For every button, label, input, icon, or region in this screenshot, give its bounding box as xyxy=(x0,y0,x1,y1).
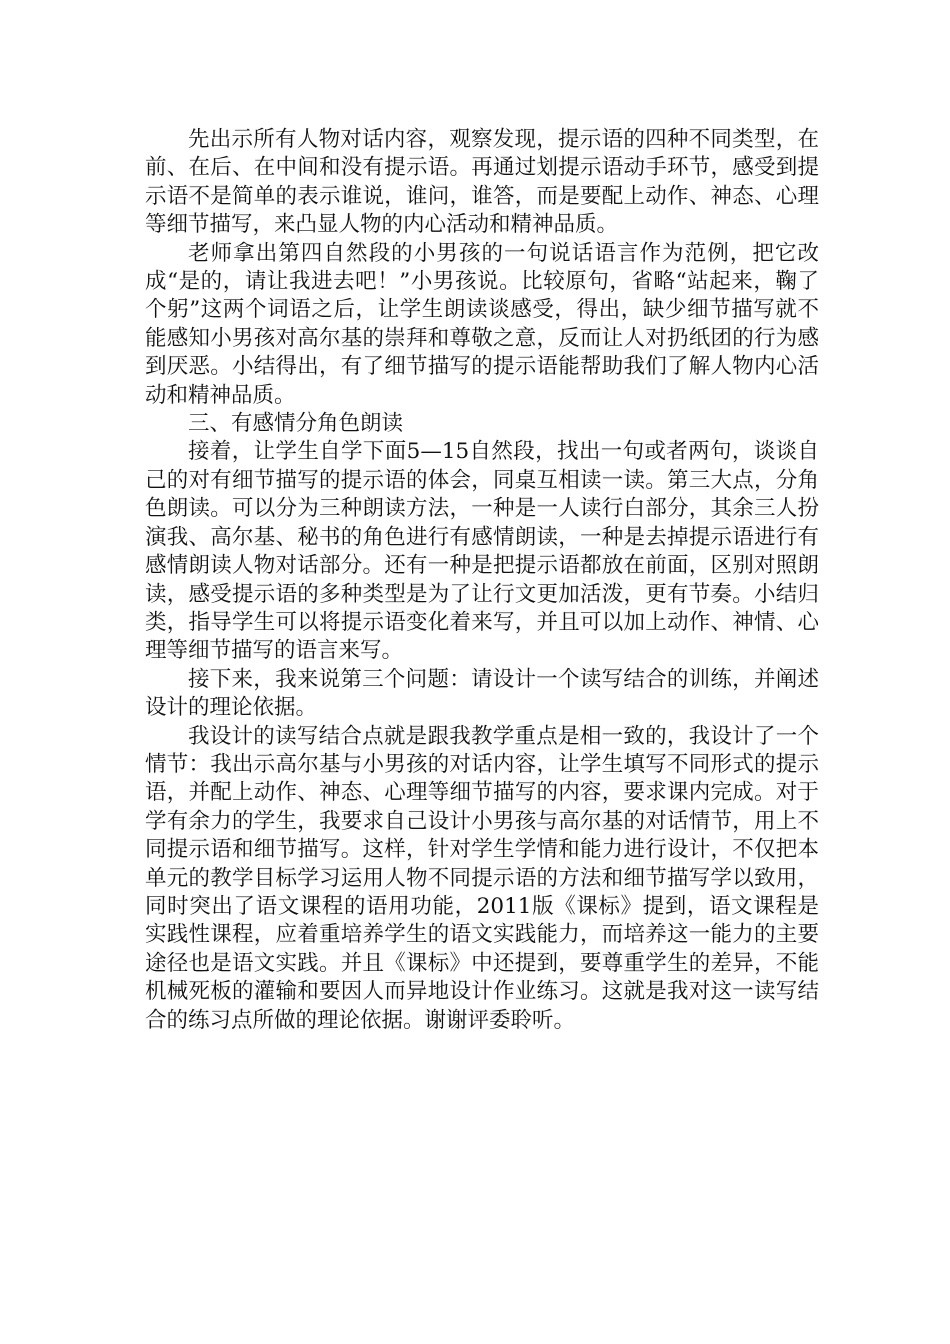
paragraph: 接着，让学生自学下面5—15自然段，找出一句或者两句，谈谈自己的对有细节描写的提示语的体会，同桌互相读一读。第三大点，分角色朗读。可以分为三种朗读方法，一种是一人读行白部分，其余三人扮演我、高尔基、秘书的角色进行有感情朗读，一种是去掉提示语进行有感情朗读人物对话部分。还有一种是把提示语都放在前面，区别对照朗读，感受提示语的多种类型是为了让行文更加活泼，更有节奏。小结归类，指导学生可以将提示语变化着来写，并且可以加上动作、神情、心理等细节描写的语言来写。 xyxy=(145,439,819,664)
paragraph: 接下来，我来说第三个问题：请设计一个读写结合的训练，并阐述设计的理论依据。 xyxy=(145,666,819,721)
section-heading: 三、有感情分角色朗读 xyxy=(188,411,404,437)
paragraph: 先出示所有人物对话内容，观察发现，提示语的四种不同类型，在前、在后、在中间和没有提示语。再通过划提示语动手环节，感受到提示语不是简单的表示谁说，谁问，谁答，而是要配上动作、神态、心理等细节描写，来凸显人物的内心活动和精神品质。 xyxy=(145,127,819,238)
paragraph: 老师拿出第四自然段的小男孩的一句说话语言作为范例，把它改成“是的，请让我进去吧！”小男孩说。比较原句，省略“站起来，鞠了个躬”这两个词语之后，让学生朗读谈感受，得出，缺少细节描写就不能感知小男孩对高尔基的崇拜和尊敬之意，反而让人对扔纸团的行为感到厌恶。小结得出，有了细节描写的提示语能帮助我们了解人物内心活动和精神品质。 xyxy=(145,240,819,408)
paragraph: 我设计的读写结合点就是跟我教学重点是相一致的，我设计了一个情节：我出示高尔基与小男孩的对话内容，让学生填写不同形式的提示语，并配上动作、神态、心理等细节描写的内容，要求课内完成。对于学有余力的学生，我要求自己设计小男孩与高尔基的对话情节，用上不同提示语和细节描写。这样，针对学生学情和能力进行设计，不仅把本单元的教学目标学习运用人物不同提示语的方法和细节描写学以致用，同时突出了语文课程的语用功能，2011版《课标》提到，语文课程是实践性课程，应着重培养学生的语文实践能力，而培养这一能力的主要途径也是语文实践。并且《课标》中还提到，要尊重学生的差异，不能机械死板的灌输和要因人而异地设计作业练习。这就是我对这一读写结合的练习点所做的理论依据。谢谢评委聆听。 xyxy=(145,723,819,1033)
document-body xyxy=(145,126,819,1035)
